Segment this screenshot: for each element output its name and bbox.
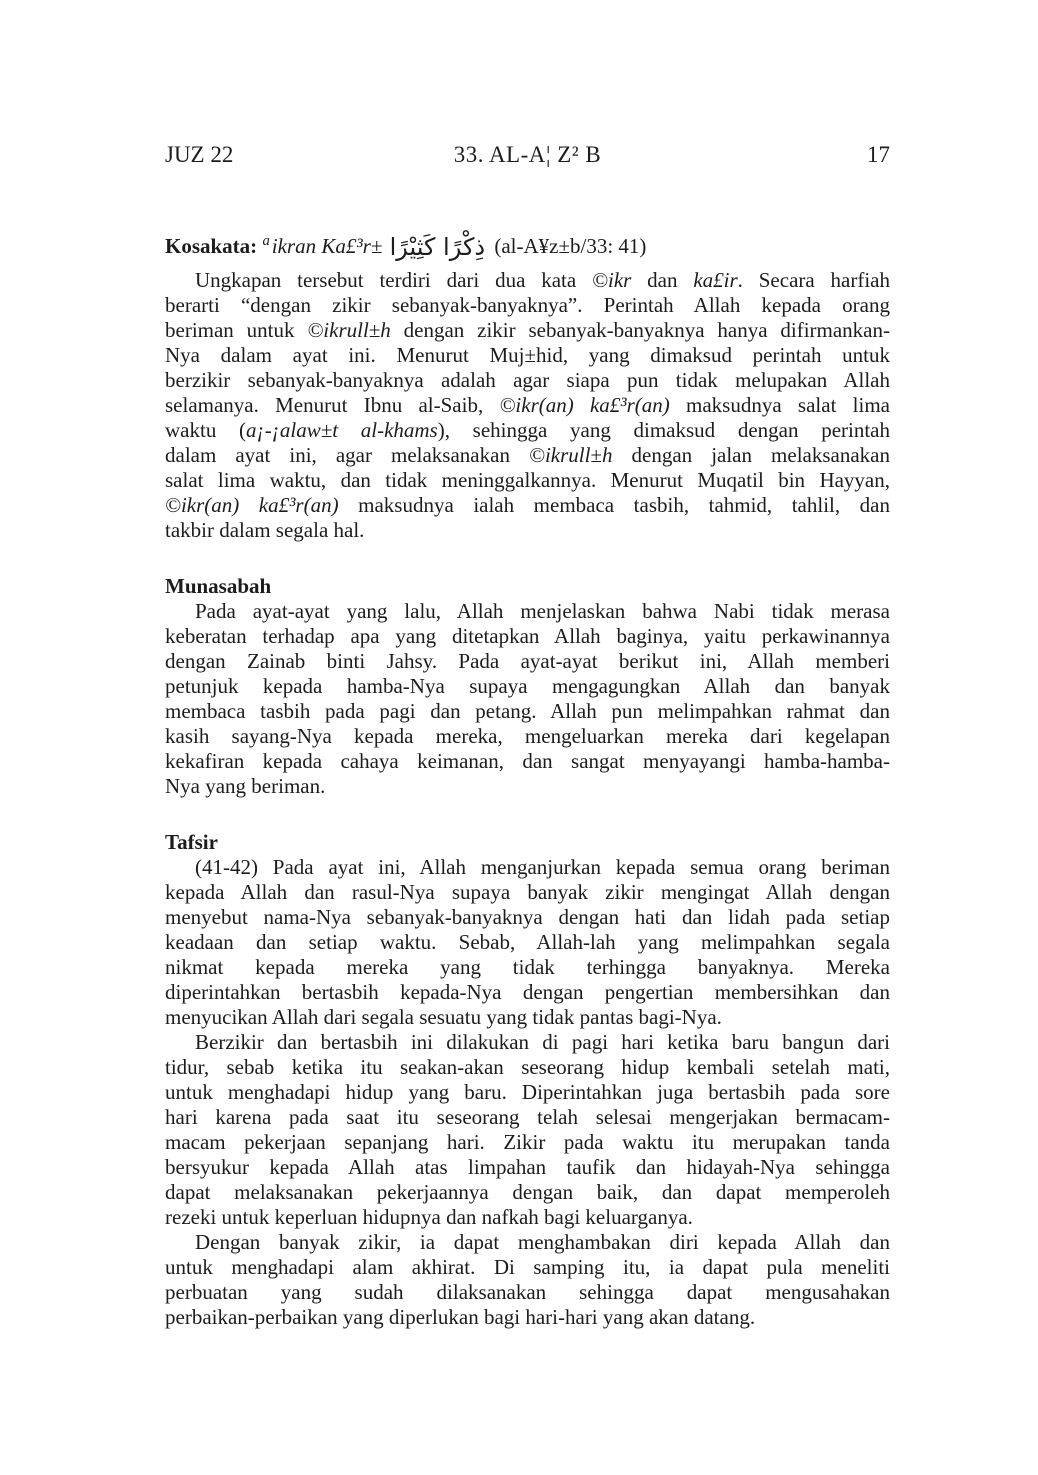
text-line: Nya dalam ayat ini. Menurut Muj±hid, yang dimaksud perintah untuk xyxy=(165,343,890,367)
tafsir-paragraph-1 xyxy=(165,855,890,1030)
kosakata-heading xyxy=(165,226,890,262)
text-line: menyebut nama-Nya sebanyak-banyaknya dengan hati dan lidah pada setiap xyxy=(165,905,890,929)
tafsir-paragraph-3 xyxy=(165,1230,890,1330)
text-line: Ungkapan tersebut terdiri dari dua kata ©ikr dan ka£ir. Secara harfiah xyxy=(195,268,891,292)
text-line: kekafiran kepada cahaya keimanan, dan sangat menyayangi hamba-hamba- xyxy=(165,749,890,773)
text-line: keadaan dan setiap waktu. Sebab, Allah-lah yang melimpahkan segala xyxy=(165,930,890,954)
text-line: keberatan terhadap apa yang ditetapkan Allah baginya, yaitu perkawinannya xyxy=(165,624,890,648)
translit-text: ikran Ka£³r± xyxy=(271,234,383,258)
arabic-text: ذِكْرًا كَثِيْرًا xyxy=(389,233,486,261)
text-line: takbir dalam segala hal. xyxy=(165,518,365,542)
text-line: Berzikir dan bertasbih ini dilakukan di pagi hari ketika baru bangun dari xyxy=(195,1030,890,1054)
section-heading-tafsir: Tafsir xyxy=(165,830,218,854)
text-line: selamanya. Menurut Ibnu al-Saib, ©ikr(an) ka£³r(an) maksudnya salat lima xyxy=(165,393,890,417)
text-line: berarti “dengan zikir sebanyak-banyaknya”. Perintah Allah kepada orang xyxy=(165,293,890,317)
text-line: petunjuk kepada hamba-Nya supaya mengagungkan Allah dan banyak xyxy=(165,674,890,698)
text-line: kepada Allah dan rasul-Nya supaya banyak zikir mengingat Allah dengan xyxy=(165,880,890,904)
text-line: untuk menghadapi alam akhirat. Di samping itu, ia dapat pula meneliti xyxy=(165,1255,890,1279)
munasabah-paragraph xyxy=(165,599,890,799)
text-line: nikmat kepada mereka yang tidak terhingga banyaknya. Mereka xyxy=(165,955,890,979)
text-line: hari karena pada saat itu seseorang telah selesai mengerjakan bermacam- xyxy=(165,1105,890,1129)
text-line: dengan Zainab binti Jahsy. Pada ayat-ayat berikut ini, Allah memberi xyxy=(165,649,890,673)
text-line: beriman untuk ©ikrull±h dengan zikir sebanyak-banyaknya hanya difirmankan- xyxy=(165,318,891,342)
text-line: tidur, sebab ketika itu seakan-akan seseorang hidup kembali setelah mati, xyxy=(165,1055,890,1079)
text-line: waktu (a¡-¡alaw±t al-khams), sehingga yang dimaksud dengan perintah xyxy=(165,418,890,442)
text-line: perbuatan yang sudah dilaksanakan sehingga dapat mengusahakan xyxy=(165,1280,890,1304)
text-line: macam pekerjaan sepanjang hari. Zikir pada waktu itu merupakan tanda xyxy=(165,1130,890,1154)
kosakata-transliteration xyxy=(262,234,382,258)
tafsir-paragraph-2 xyxy=(165,1030,890,1230)
kosakata-label: Kosakata: xyxy=(165,234,258,258)
text-line: dapat melaksanakan pekerjaannya dengan baik, dan dapat memperoleh xyxy=(165,1180,890,1204)
text-line: berzikir sebanyak-banyaknya adalah agar siapa pun tidak melupakan Allah xyxy=(165,368,890,392)
text-line: (41-42) Pada ayat ini, Allah menganjurkan kepada semua orang beriman xyxy=(195,855,890,879)
surah-title: 33. AL-A¦ Z² B xyxy=(453,142,602,167)
page-number: 17 xyxy=(867,142,890,167)
verse-citation: (al-A¥z±b/33: 41) xyxy=(494,234,647,258)
text-line: diperintahkan bertasbih kepada-Nya dengan pengertian membersihkan dan xyxy=(165,980,890,1004)
text-line: ©ikr(an) ka£³r(an) maksudnya ialah membaca tasbih, tahmid, tahlil, dan xyxy=(165,493,890,517)
text-line: membaca tasbih pada pagi dan petang. Allah pun melimpahkan rahmat dan xyxy=(165,699,890,723)
text-line: rezeki untuk keperluan hidupnya dan nafkah bagi keluarganya. xyxy=(165,1205,693,1229)
text-line: salat lima waktu, dan tidak meninggalkannya. Menurut Muqatil bin Hayyan, xyxy=(165,468,890,492)
juz-label: JUZ 22 xyxy=(165,142,234,167)
section-heading-munasabah: Munasabah xyxy=(165,574,272,598)
text-line: dalam ayat ini, agar melaksanakan ©ikrull±h dengan jalan melaksanakan xyxy=(165,443,890,467)
text-line: kasih sayang-Nya kepada mereka, mengeluarkan mereka dari kegelapan xyxy=(165,724,890,748)
page-header xyxy=(165,143,890,166)
text-line: Nya yang beriman. xyxy=(165,774,326,798)
text-line: untuk menghadapi hidup yang baru. Diperintahkan juga bertasbih pada sore xyxy=(165,1080,890,1104)
kosakata-paragraph xyxy=(165,268,890,543)
translit-superscript: a xyxy=(262,233,270,249)
text-line: Dengan banyak zikir, ia dapat menghambakan diri kepada Allah dan xyxy=(195,1230,890,1254)
text-line: Pada ayat-ayat yang lalu, Allah menjelaskan bahwa Nabi tidak merasa xyxy=(195,599,890,623)
text-line: bersyukur kepada Allah atas limpahan taufik dan hidayah-Nya sehingga xyxy=(165,1155,890,1179)
text-line: perbaikan-perbaikan yang diperlukan bagi hari-hari yang akan datang. xyxy=(165,1305,756,1329)
text-line: menyucikan Allah dari segala sesuatu yang tidak pantas bagi-Nya. xyxy=(165,1005,722,1029)
